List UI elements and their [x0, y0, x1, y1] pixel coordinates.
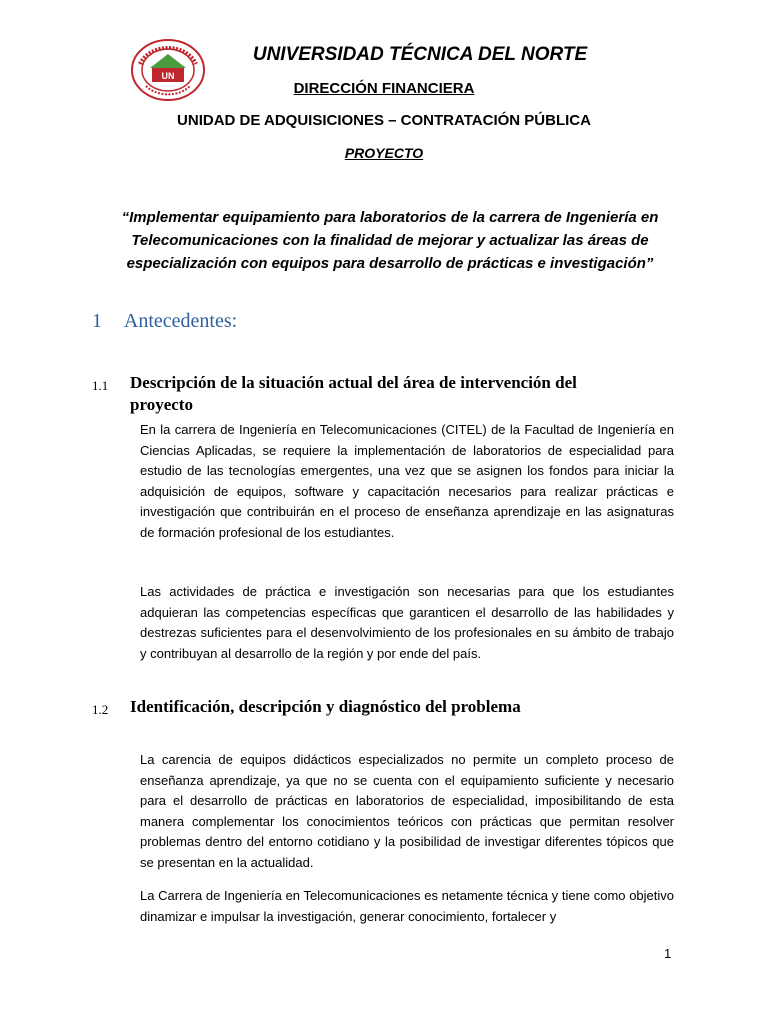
paragraph: Las actividades de práctica e investigación son necesarias para que los estudiantes adquieran las competencias específicas que garanticen el desarrollo de las habilidades y destrezas suficientes para el desenvolvimiento de los profesionales en su ámbito de trabajo y contribuyan al desarrollo de la región y por ende del país.	[140, 584, 674, 661]
project-label: PROYECTO	[344, 145, 424, 161]
direction-title: DIRECCIÓN FINANCIERA	[293, 80, 475, 97]
subsection-number: 1.2	[92, 702, 109, 717]
subsection-heading	[92, 372, 652, 422]
section-number: 1	[92, 310, 102, 332]
project-title: “Implementar equipamiento para laboratorios de la carrera de Ingeniería en Telecomunicaciones con la finalidad de mejorar y actualizar las áreas de especialización con equipos para desarrollo de prácticas e investigación”	[121, 209, 659, 272]
subsection-number: 1.1	[92, 378, 109, 393]
paragraph: La carencia de equipos didácticos especializados no permite un completo proceso de enseñanza aprendizaje, ya que no se cuenta con el equipamiento suficiente y necesario para el desarrollo de prácticas en laboratorios de especialidad, imposibilitando de esta manera complementar los conocimientos teóricos con prácticas que permitan resolver problemas dentro del entorno cotidiano y la posibilidad de investigar diferentes tópicos que se presentan en la actualidad.	[140, 752, 674, 870]
section-title: Antecedentes:	[123, 310, 238, 332]
section-heading	[92, 310, 237, 333]
subsection-title: Descripción de la situación actual del área de intervención del proyecto	[130, 373, 577, 414]
svg-text:UN: UN	[161, 71, 175, 81]
paragraph: La Carrera de Ingeniería en Telecomunicaciones es netamente técnica y tiene como objetivo dinamizar e impulsar la investigación, generar conocimiento, fortalecer y	[140, 888, 674, 924]
page-number: 1	[664, 946, 672, 961]
subsection-title: Identificación, descripción y diagnóstico del problema	[130, 697, 521, 716]
unit-title: UNIDAD DE ADQUISICIONES – CONTRATACIÓN PÚBLICA	[177, 112, 591, 129]
subsection-heading	[92, 696, 652, 720]
paragraph: En la carrera de Ingeniería en Telecomunicaciones (CITEL) de la Facultad de Ingeniería en Ciencias Aplicadas, se requiere la implementación de laboratorios de especialidad para estudio de las tecnologías emergentes, una vez que se asignen los fondos para iniciar la adquisición de equipos, software y capacitación necesarios para realizar prácticas e investigación que contribuirán en el proceso de enseñanza aprendizaje en las asignaturas de formación profesional de los estudiantes.	[140, 422, 674, 540]
university-name: UNIVERSIDAD TÉCNICA DEL NORTE	[252, 44, 588, 65]
